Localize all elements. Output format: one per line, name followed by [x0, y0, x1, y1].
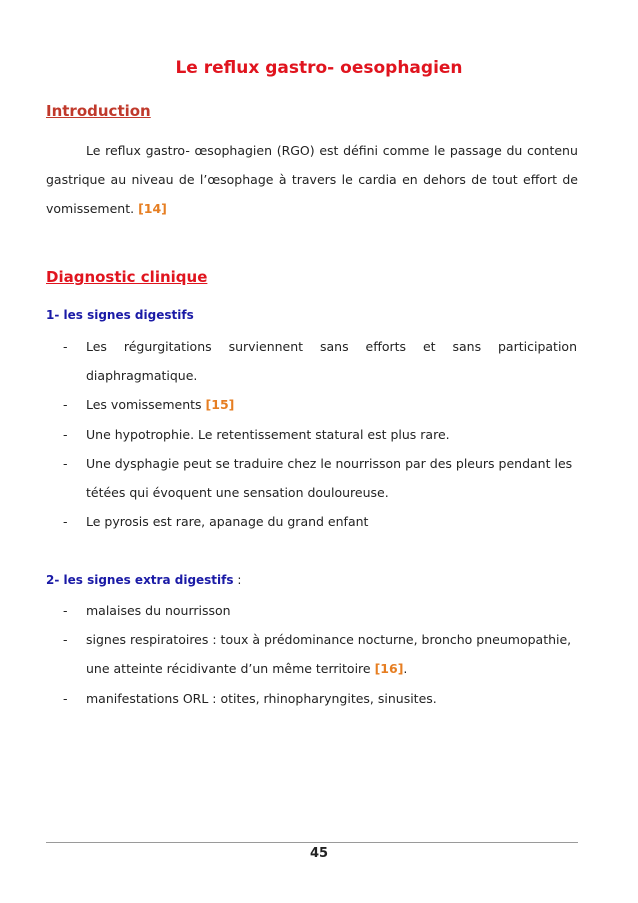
- word: œsophagien: [194, 143, 272, 158]
- word: en: [402, 172, 418, 187]
- bullet-marker: -: [63, 339, 68, 354]
- intro-line-2: [46, 172, 578, 187]
- bullet-regurgitations-cont: diaphragmatique.: [86, 368, 198, 383]
- diagnostic-heading: Diagnostic clinique: [46, 268, 208, 286]
- word: est: [319, 143, 339, 158]
- word: au: [110, 172, 127, 187]
- bullet-marker: -: [63, 427, 68, 442]
- word: défini: [343, 143, 379, 158]
- word: dehors: [423, 172, 466, 187]
- word: de: [562, 172, 578, 187]
- bullet-respiratoires-cont: [86, 661, 407, 676]
- bullet-marker: -: [63, 456, 68, 471]
- section-digestive-signs-heading: 1- les signes digestifs: [46, 308, 194, 322]
- bullet-marker: -: [63, 603, 68, 618]
- bullet-orl: manifestations ORL : otites, rhinopharyngites, sinusites.: [86, 691, 437, 706]
- intro-line-3: [46, 201, 578, 216]
- word: sans: [319, 339, 349, 354]
- intro-text-end: vomissement.: [46, 201, 135, 216]
- word: du: [506, 143, 523, 158]
- word: passage: [449, 143, 502, 158]
- bullet-malaises: malaises du nourrisson: [86, 603, 231, 618]
- word: tout: [492, 172, 518, 187]
- word: reflux: [105, 143, 141, 158]
- word: effort: [523, 172, 557, 187]
- bullet-vomissements: [86, 397, 234, 412]
- word: régurgitations: [123, 339, 212, 354]
- footer-divider: [46, 842, 578, 843]
- word: gastrique: [46, 172, 106, 187]
- word: cardia: [358, 172, 397, 187]
- section-extra-digestive-heading: [46, 573, 241, 587]
- word: de: [471, 172, 487, 187]
- page-number: 45: [309, 846, 329, 861]
- bullet-marker: -: [63, 691, 68, 706]
- word: à: [278, 172, 287, 187]
- word: participation: [498, 339, 577, 354]
- word: le: [434, 143, 446, 158]
- introduction-heading: Introduction: [46, 102, 151, 120]
- bullet-respiratoires: signes respiratoires : toux à prédominance nocturne, broncho pneumopathie,: [86, 632, 572, 647]
- word: Le: [86, 143, 101, 158]
- bullet-dysphagie: Une dysphagie peut se traduire chez le nourrisson par des pleurs pendant les: [86, 456, 573, 471]
- word: Les: [86, 339, 107, 354]
- bullet-marker: -: [63, 632, 68, 647]
- page-title: Le reflux gastro- oesophagien: [175, 58, 463, 78]
- word: efforts: [365, 339, 407, 354]
- word: travers: [291, 172, 337, 187]
- bullet-marker: -: [63, 514, 68, 529]
- word: niveau: [131, 172, 174, 187]
- bullet-hypotrophie: Une hypotrophie. Le retentissement statural est plus rare.: [86, 427, 450, 442]
- word: le: [341, 172, 353, 187]
- bullet-text: Les vomissements: [86, 397, 202, 412]
- word: et: [422, 339, 436, 354]
- word: sans: [452, 339, 482, 354]
- word: de: [178, 172, 195, 187]
- bullet-marker: -: [63, 397, 68, 412]
- word: comme: [382, 143, 430, 158]
- section-extra-digestive-title: 2- les signes extra digestifs: [46, 573, 234, 587]
- bullet-text: une atteinte récidivante d’un même territoire: [86, 661, 371, 676]
- word: contenu: [527, 143, 578, 158]
- citation-14[interactable]: [14]: [138, 201, 167, 216]
- bullet-regurgitations: [86, 339, 577, 354]
- word: l’œsophage: [199, 172, 274, 187]
- word: (RGO): [276, 143, 315, 158]
- word: surviennent: [228, 339, 304, 354]
- bullet-dysphagie-cont: tétées qui évoquent une sensation douloureuse.: [86, 485, 389, 500]
- period: .: [403, 661, 408, 676]
- bullet-pyrosis: Le pyrosis est rare, apanage du grand enfant: [86, 514, 369, 529]
- intro-line-1: [86, 143, 578, 158]
- heading-colon: :: [233, 573, 242, 587]
- citation-15[interactable]: [15]: [205, 397, 235, 412]
- word: gastro-: [145, 143, 190, 158]
- citation-16[interactable]: [16]: [374, 661, 404, 676]
